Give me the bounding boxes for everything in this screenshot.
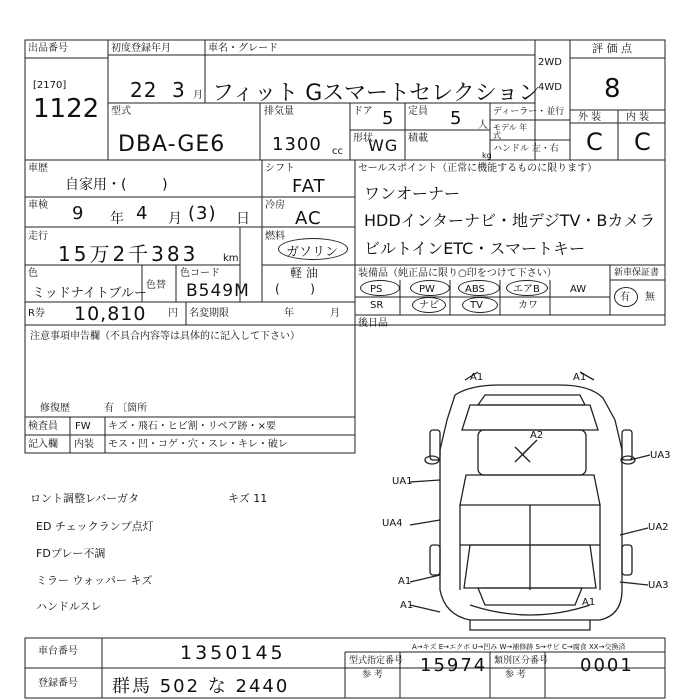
equip-pw: PW bbox=[419, 284, 435, 295]
selling-line-1: ワンオーナー bbox=[364, 184, 461, 203]
recycle-label: R券 bbox=[28, 308, 45, 319]
equip-abs: ABS bbox=[465, 284, 485, 295]
inspection-year: 9 bbox=[72, 203, 85, 224]
drive-2wd: 2WD bbox=[538, 57, 562, 68]
equipment-label: 装備品（純正品に限り○印をつけて下さい） bbox=[358, 268, 557, 279]
chassis-value: 1350145 bbox=[180, 642, 286, 664]
fuel-value: ガソリン bbox=[286, 245, 339, 260]
name-limit-year-unit: 年 bbox=[284, 308, 294, 319]
damage-mark-rear-left: A1 bbox=[400, 600, 414, 611]
damage-mark-front-left: A1 bbox=[470, 372, 484, 383]
capacity-label: 定員 bbox=[408, 106, 428, 117]
shift-value: FAT bbox=[292, 176, 326, 197]
car-name-label: 車名・グレード bbox=[208, 43, 278, 54]
interior-grade: C bbox=[634, 128, 652, 156]
ac-value: AC bbox=[295, 208, 322, 229]
inspection-month-unit: 月 bbox=[168, 211, 182, 227]
color-label: 色 bbox=[28, 268, 38, 279]
damage-mark-left-rear: A1 bbox=[398, 576, 412, 587]
note-side: キズ 11 bbox=[228, 492, 268, 505]
load-label: 積載 bbox=[408, 133, 428, 144]
repair-history-value: 有 〔箇所 bbox=[104, 403, 148, 414]
name-limit-label: 名変期限 bbox=[189, 308, 229, 319]
score-label: 評 価 点 bbox=[592, 42, 632, 55]
damage-mark-roof: A2 bbox=[530, 430, 544, 441]
door-label: ドア bbox=[353, 106, 373, 117]
load-unit: kg bbox=[482, 151, 492, 160]
damage-mark-front-right: A1 bbox=[573, 372, 587, 383]
repair-history-label: 修復歴 bbox=[40, 403, 70, 414]
drive-4wd: 4WD bbox=[538, 82, 562, 93]
class-number-value: 0001 bbox=[580, 655, 634, 676]
usage-label: 車歴 bbox=[28, 163, 48, 174]
mileage-value: 15万2千383 bbox=[58, 242, 199, 266]
note-1: ロント調整レバーガタ bbox=[30, 492, 140, 505]
chassis-label: 車台番号 bbox=[38, 646, 78, 657]
type-number-label: 型式指定番号 bbox=[349, 656, 404, 666]
note-4: ミラー ウォッパー キズ bbox=[36, 574, 153, 587]
color-change-label: 色替 bbox=[146, 280, 166, 291]
capacity-value: 5 bbox=[450, 108, 463, 129]
warranty-no: 無 bbox=[645, 292, 655, 303]
model-label: 型式 bbox=[111, 106, 131, 117]
model-year-label: モデル 年式 bbox=[493, 123, 528, 140]
check-row1-tag: FW bbox=[75, 421, 91, 432]
registration-year: 22 bbox=[130, 78, 158, 102]
shift-label: シフト bbox=[265, 163, 295, 174]
shape-label: 形状 bbox=[353, 133, 373, 144]
displacement-label: 排気量 bbox=[264, 106, 294, 117]
damage-mark-left-door: UA4 bbox=[382, 518, 403, 529]
first-registration-label: 初度登録年月 bbox=[111, 43, 171, 54]
inspection-label: 車検 bbox=[28, 200, 48, 211]
shape-value: WG bbox=[368, 136, 399, 155]
usage-value: 自家用・( ) bbox=[65, 177, 168, 193]
ac-label: 冷房 bbox=[265, 200, 285, 211]
equip-sr: SR bbox=[370, 300, 384, 311]
damage-mark-right-rear: UA3 bbox=[648, 580, 669, 591]
entry-label: 記入欄 bbox=[28, 439, 58, 450]
after-items-label: 後日品 bbox=[358, 318, 388, 329]
fuel-paren: ( ) bbox=[275, 282, 315, 296]
fuel-alt: 軽 油 bbox=[290, 266, 318, 280]
fuel-label: 燃料 bbox=[265, 231, 285, 242]
displacement-value: 1300 bbox=[272, 134, 322, 155]
displacement-unit: cc bbox=[332, 146, 343, 157]
check-row2-items: モス・凹・コゲ・穴・スレ・キレ・破レ bbox=[108, 439, 288, 450]
month-unit: 月 bbox=[193, 90, 203, 101]
model-value: DBA-GE6 bbox=[118, 132, 226, 157]
damage-mark-right-front: UA3 bbox=[650, 450, 671, 461]
recycle-unit: 円 bbox=[168, 308, 178, 319]
inspection-day-unit: 日 bbox=[236, 211, 250, 227]
equip-leather: カワ bbox=[518, 300, 538, 311]
recycle-value: 10,810 bbox=[74, 303, 147, 325]
warranty-label: 新車保証書 bbox=[614, 268, 660, 278]
inspection-year-unit: 年 bbox=[110, 211, 124, 227]
inspector-label: 検査員 bbox=[28, 421, 58, 432]
color-code-label: 色コード bbox=[180, 268, 220, 279]
registration-month: 3 bbox=[172, 78, 186, 102]
score-value: 8 bbox=[604, 74, 622, 104]
selling-point-label: セールスポイント（正常に機能するものに限ります） bbox=[358, 163, 598, 174]
color-value: ミッドナイトブルー bbox=[32, 286, 147, 301]
equip-tv: TV bbox=[470, 300, 483, 311]
type-number-value: 15974 bbox=[420, 655, 488, 676]
selling-line-3: ビルトインETC・スマートキー bbox=[364, 239, 585, 258]
door-value: 5 bbox=[382, 108, 395, 129]
color-code-value: B549M bbox=[186, 281, 250, 301]
equip-ps: PS bbox=[370, 284, 383, 295]
damage-mark-right-door: UA2 bbox=[648, 522, 669, 533]
mileage-label: 走行 bbox=[28, 231, 48, 242]
note-5: ハンドルスレ bbox=[36, 600, 102, 613]
damage-mark-rear-right: A1 bbox=[582, 597, 596, 608]
lot-number: 1122 bbox=[33, 94, 100, 124]
exterior-label: 外 装 bbox=[578, 112, 602, 123]
equip-navi: ナビ bbox=[419, 300, 439, 311]
plate-label: 登録番号 bbox=[38, 678, 78, 689]
plate-value: 群馬 502 な 2440 bbox=[112, 676, 290, 697]
lot-code: [2170] bbox=[33, 80, 67, 91]
class-number-label: 類別区分番号 bbox=[494, 656, 549, 666]
car-name-value: フィット Gスマートセレクション bbox=[212, 81, 541, 106]
dealer-label: ディーラー・並行 bbox=[493, 107, 565, 117]
check-row2-tag: 内装 bbox=[74, 439, 94, 450]
inspection-month: 4 bbox=[136, 203, 149, 224]
handle-label: ハンドル 左・右 bbox=[493, 144, 559, 154]
note-2: ED チェックランプ点灯 bbox=[36, 520, 154, 533]
class-number-sub: 参 考 bbox=[505, 670, 526, 680]
damage-legend: A→キズ E→エクボ U→凹み W→補修跡 S→サビ C→腐食 XX→交換済 bbox=[412, 643, 626, 651]
mileage-unit: km bbox=[223, 253, 239, 264]
notice-title: 注意事項申告欄（不具合内容等は具体的に記入して下さい） bbox=[30, 331, 300, 342]
warranty-yes: 有 bbox=[620, 292, 630, 303]
lot-label: 出品番号 bbox=[28, 43, 68, 54]
name-limit-month-unit: 月 bbox=[330, 308, 340, 319]
selling-line-2: HDDインターナビ・地デジTV・Bカメラ bbox=[364, 211, 656, 230]
exterior-grade: C bbox=[586, 128, 604, 156]
equip-airbag: エアB bbox=[513, 284, 540, 295]
equip-aw: AW bbox=[570, 284, 587, 295]
note-3: FDプレー不調 bbox=[36, 547, 106, 560]
check-row1-items: キズ・飛石・ヒビ割・リペア跡・×要 bbox=[108, 421, 276, 432]
damage-mark-left-front: UA1 bbox=[392, 476, 413, 487]
capacity-unit: 人 bbox=[478, 120, 488, 131]
type-number-sub: 参 考 bbox=[362, 670, 383, 680]
inspection-day: (3) bbox=[188, 203, 217, 224]
interior-label: 内 装 bbox=[626, 112, 650, 123]
